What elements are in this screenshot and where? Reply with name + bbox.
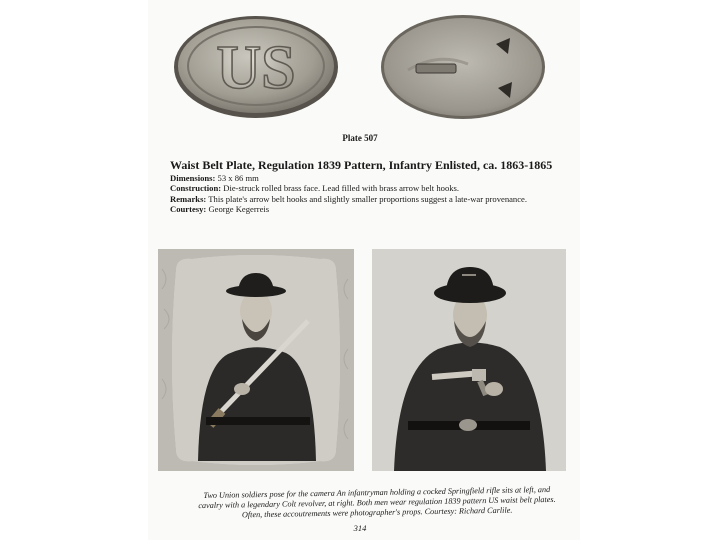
courtesy-row — [170, 204, 590, 214]
construction-label: Construction: — [170, 183, 222, 194]
construction-row — [170, 183, 590, 193]
belt-plate-front-image — [172, 14, 340, 120]
courtesy-value: George Kegerreis — [208, 204, 270, 215]
page-number: 314 — [353, 523, 367, 533]
construction-value: Die-struck rolled brass face. Lead filled with brass arrow belt hooks. — [223, 183, 460, 194]
remarks-label: Remarks: — [170, 193, 207, 204]
cavalryman-photo — [372, 249, 566, 471]
courtesy-label: Courtesy: — [170, 204, 207, 215]
photo-caption: Two Union soldiers pose for the camera An infantryman holding a cocked Springfield rifle sits at left, and cavalry with a legendary Colt revolver, at right. Both men wear regulation 1839 pattern US waist belt plates. Often, these accoutrements were photographer's props. Courtesy: Richard Carlile. — [198, 484, 556, 520]
plate-description — [170, 158, 590, 215]
plate-number-label: Plate 507 — [342, 133, 378, 143]
plate-us-lettering: US — [216, 34, 296, 102]
remarks-row — [170, 194, 590, 204]
dimensions-label: Dimensions: — [170, 173, 216, 183]
infantryman-tintype-photo — [158, 249, 354, 471]
remarks-value: This plate's arrow belt hooks and slightly smaller proportions suggest a late-war provenance. — [208, 193, 528, 204]
dimensions-value: 53 x 86 mm — [217, 173, 259, 183]
belt-plate-back-image — [378, 12, 548, 122]
dimensions-row — [170, 173, 590, 183]
plate-title: Waist Belt Plate, Regulation 1839 Pattern, Infantry Enlisted, ca. 1863-1865 — [170, 158, 553, 172]
